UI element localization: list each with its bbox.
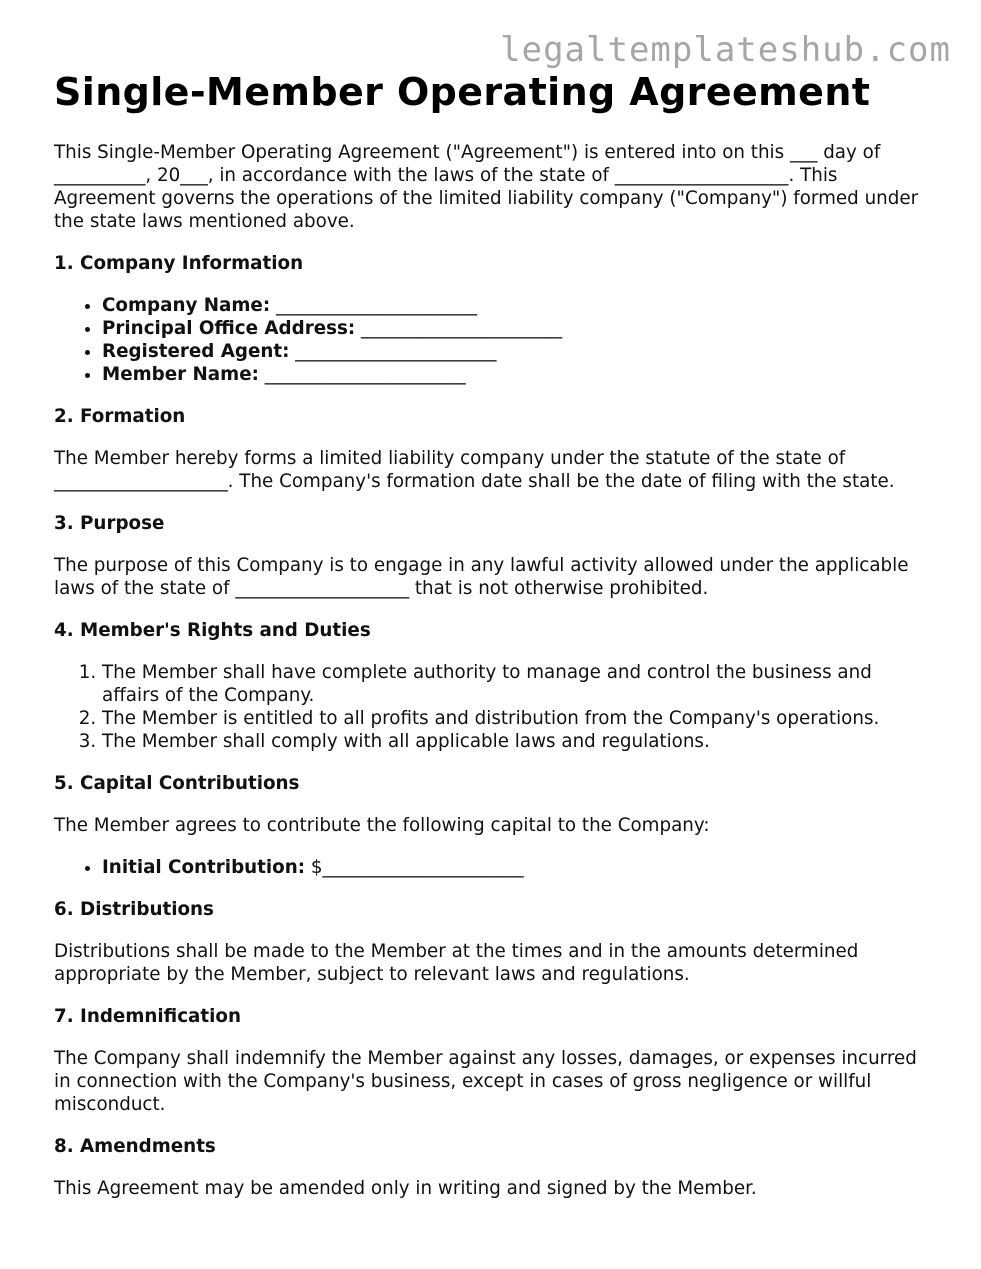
formation-paragraph: The Member hereby forms a limited liability company under the statute of the state of ___________________. The Company's formation date shall be the date of filing with the state. bbox=[54, 448, 895, 492]
list-item: 3. The Member shall comply with all applicable laws and regulations. bbox=[102, 730, 934, 753]
list-item bbox=[102, 317, 934, 340]
document-title: Single-Member Operating Agreement bbox=[54, 70, 871, 114]
section-heading-amendments: 8. Amendments bbox=[54, 1136, 216, 1157]
blank-line: ______________________ bbox=[361, 318, 563, 339]
distributions-paragraph: Distributions shall be made to the Member at the times and in the amounts determined appropriate by the Member, subject to relevant laws and regulations. bbox=[54, 941, 859, 985]
section-heading-distributions: 6. Distributions bbox=[54, 899, 214, 920]
section-heading-indemnification: 7. Indemnification bbox=[54, 1006, 241, 1027]
field-label: Principal Office Address: bbox=[102, 318, 356, 339]
field-label: Initial Contribution: bbox=[102, 857, 306, 878]
indemnification-paragraph: The Company shall indemnify the Member against any losses, damages, or expenses incurred in connection with the Company's business, except in cases of gross negligence or willful misconduct. bbox=[54, 1048, 917, 1115]
field-label: Registered Agent: bbox=[102, 341, 290, 362]
purpose-paragraph: The purpose of this Company is to engage in any lawful activity allowed under the applicable laws of the state of ___________________ that is not otherwise prohibited. bbox=[54, 555, 909, 599]
section-heading-purpose: 3. Purpose bbox=[54, 513, 165, 534]
company-information-list bbox=[54, 294, 934, 386]
intro-paragraph: This Single-Member Operating Agreement ("Agreement") is entered into on this ___ day of __________, 20___, in accordance with the laws of the state of ___________________. This Agreement governs the operations of the limited liability company ("Company") formed under the state laws mentioned above. bbox=[54, 142, 919, 232]
section-heading-company-information: 1. Company Information bbox=[54, 253, 304, 274]
capital-contributions-paragraph: The Member agrees to contribute the following capital to the Company: bbox=[54, 815, 710, 836]
list-item bbox=[102, 340, 934, 363]
section-heading-capital-contributions: 5. Capital Contributions bbox=[54, 773, 300, 794]
field-label: Member Name: bbox=[102, 364, 259, 385]
list-item: 1. The Member shall have complete authority to manage and control the business and affairs of the Company. bbox=[102, 661, 934, 707]
capital-contributions-list bbox=[54, 856, 934, 879]
list-item bbox=[102, 856, 934, 879]
list-item: 2. The Member is entitled to all profits and distribution from the Company's operations. bbox=[102, 707, 934, 730]
blank-line: ______________________ bbox=[264, 364, 466, 385]
blank-line: $______________________ bbox=[310, 857, 524, 878]
members-rights-list bbox=[54, 661, 934, 753]
list-item bbox=[102, 294, 934, 317]
field-label: Company Name: bbox=[102, 295, 271, 316]
blank-line: ______________________ bbox=[295, 341, 497, 362]
section-heading-formation: 2. Formation bbox=[54, 406, 186, 427]
document-body bbox=[54, 141, 934, 1219]
section-heading-members-rights: 4. Member's Rights and Duties bbox=[54, 620, 371, 641]
watermark: legaltemplateshub.com bbox=[500, 30, 951, 70]
list-item bbox=[102, 363, 934, 386]
blank-line: ______________________ bbox=[275, 295, 478, 316]
amendments-paragraph: This Agreement may be amended only in writing and signed by the Member. bbox=[54, 1178, 757, 1199]
